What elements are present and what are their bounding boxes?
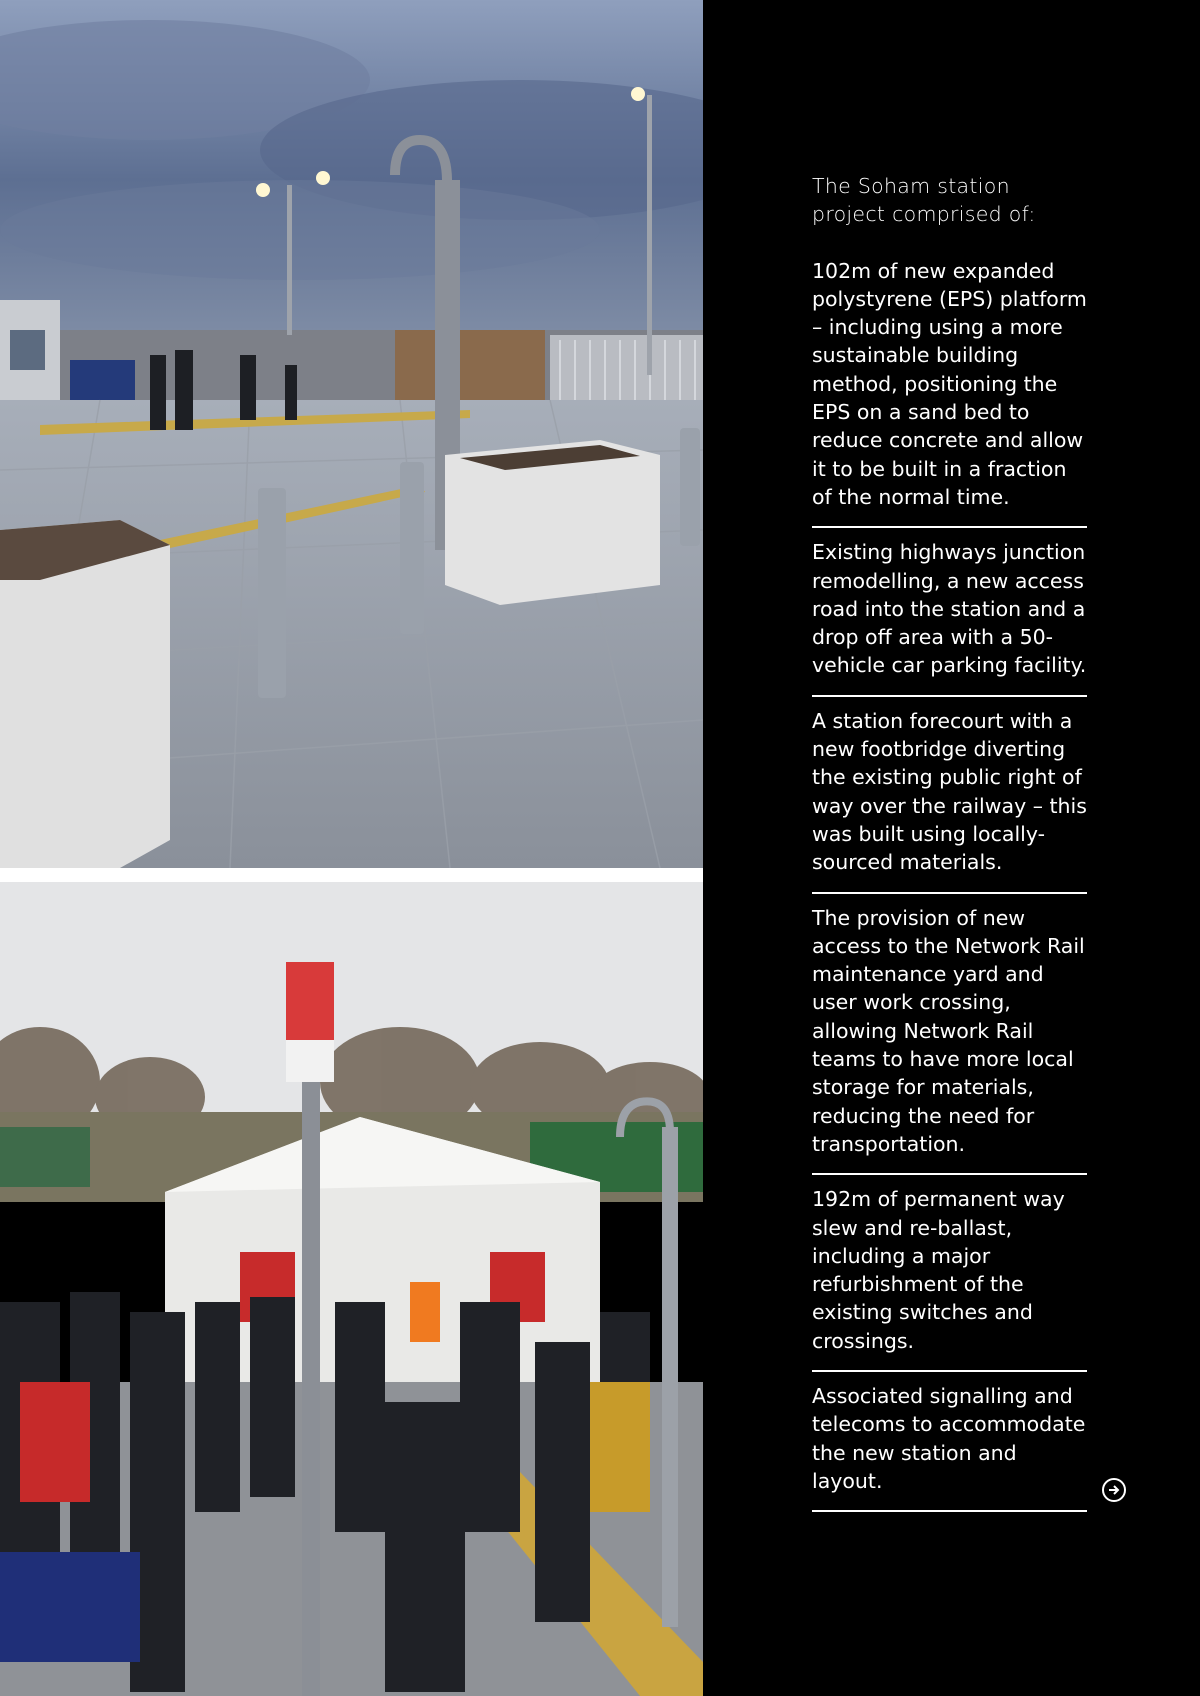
list-item-text: Associated signalling and telecoms to accommodate the new station and layout. xyxy=(812,1383,1086,1493)
project-summary xyxy=(812,172,1087,1522)
list-item-text: 192m of permanent way slew and re-ballast, including a major refurbishment of the existing switches and crossings. xyxy=(812,1187,1065,1353)
arrow-right-circle-icon xyxy=(1101,1477,1127,1503)
photo-divider xyxy=(0,868,703,882)
list-item-text: The provision of new access to the Network Rail maintenance yard and user work crossing, allowing Network Rail teams to have more local storage for materials, reducing the need for transportation. xyxy=(812,905,1085,1156)
list-item xyxy=(812,904,1087,1176)
list-item xyxy=(812,538,1087,696)
list-item-text: A station forecourt with a new footbridge diverting the existing public right of way over the railway – this was built using locally-sourced materials. xyxy=(812,708,1087,875)
next-page-button[interactable] xyxy=(1101,1477,1127,1503)
opening-crowd-photo xyxy=(0,882,703,1696)
list-item xyxy=(812,257,1087,529)
list-item-text: 102m of new expanded polystyrene (EPS) platform – including using a more sustainable building method, positioning the EPS on a sand bed to reduce concrete and allow it to be built in a fraction of the normal time. xyxy=(812,258,1087,509)
intro-heading: The Soham station project comprised of: xyxy=(812,174,1036,227)
list-item xyxy=(812,1382,1087,1512)
list-item xyxy=(812,707,1087,894)
list-item-text: Existing highways junction remodelling, a new access road into the station and a drop off area with a 50-vehicle car parking facility. xyxy=(812,540,1087,678)
list-item xyxy=(812,1185,1087,1372)
station-forecourt-photo xyxy=(0,0,703,868)
